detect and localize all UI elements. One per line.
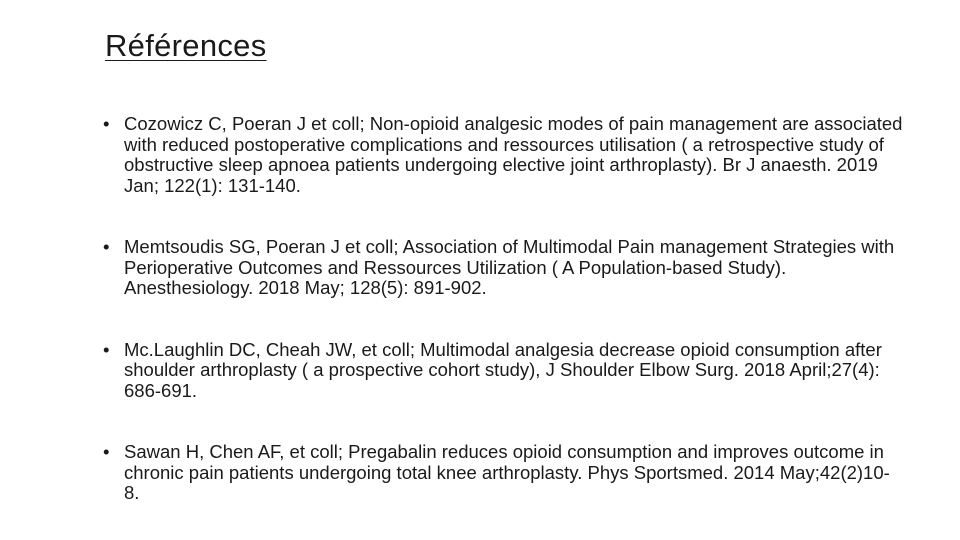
reference-text: Memtsoudis SG, Poeran J et coll; Association of Multimodal Pain management Strategies with Perioperative Outcomes and Ressources Utilization ( A Population-based Study). Anesthesiology. 2018 May; 128(5): 891-902. [124, 236, 895, 298]
list-item [103, 114, 903, 196]
reference-text: Cozowicz C, Poeran J et coll; Non-opioid analgesic modes of pain management are associated with reduced postoperative complications and ressources utilisation ( a retrospective study of obstructive sleep apnoea patients undergoing elective joint arthroplasty). Br J anaesth. 2019 Jan; 122(1): 131-140. [124, 113, 903, 196]
reference-text: Sawan H, Chen AF, et coll; Pregabalin reduces opioid consumption and improves outcome in chronic pain patients undergoing total knee arthroplasty. Phys Sportsmed. 2014 May;42(2)10-8. [124, 441, 890, 503]
bullet-icon: • [103, 441, 110, 462]
bullet-icon: • [103, 338, 110, 360]
bullet-icon: • [103, 236, 110, 257]
page-title: Références [105, 28, 267, 63]
list-item [103, 237, 903, 299]
bullet-icon: • [103, 113, 110, 134]
list-item [103, 340, 903, 402]
reference-text: Mc.Laughlin DC, Cheah JW, et coll; Multimodal analgesia decrease opioid consumption after shoulder arthroplasty ( a prospective cohort study), J Shoulder Elbow Surg. 2018 April;27(4): 686-691. [124, 338, 882, 401]
reference-list [103, 114, 903, 504]
list-item [103, 442, 903, 504]
